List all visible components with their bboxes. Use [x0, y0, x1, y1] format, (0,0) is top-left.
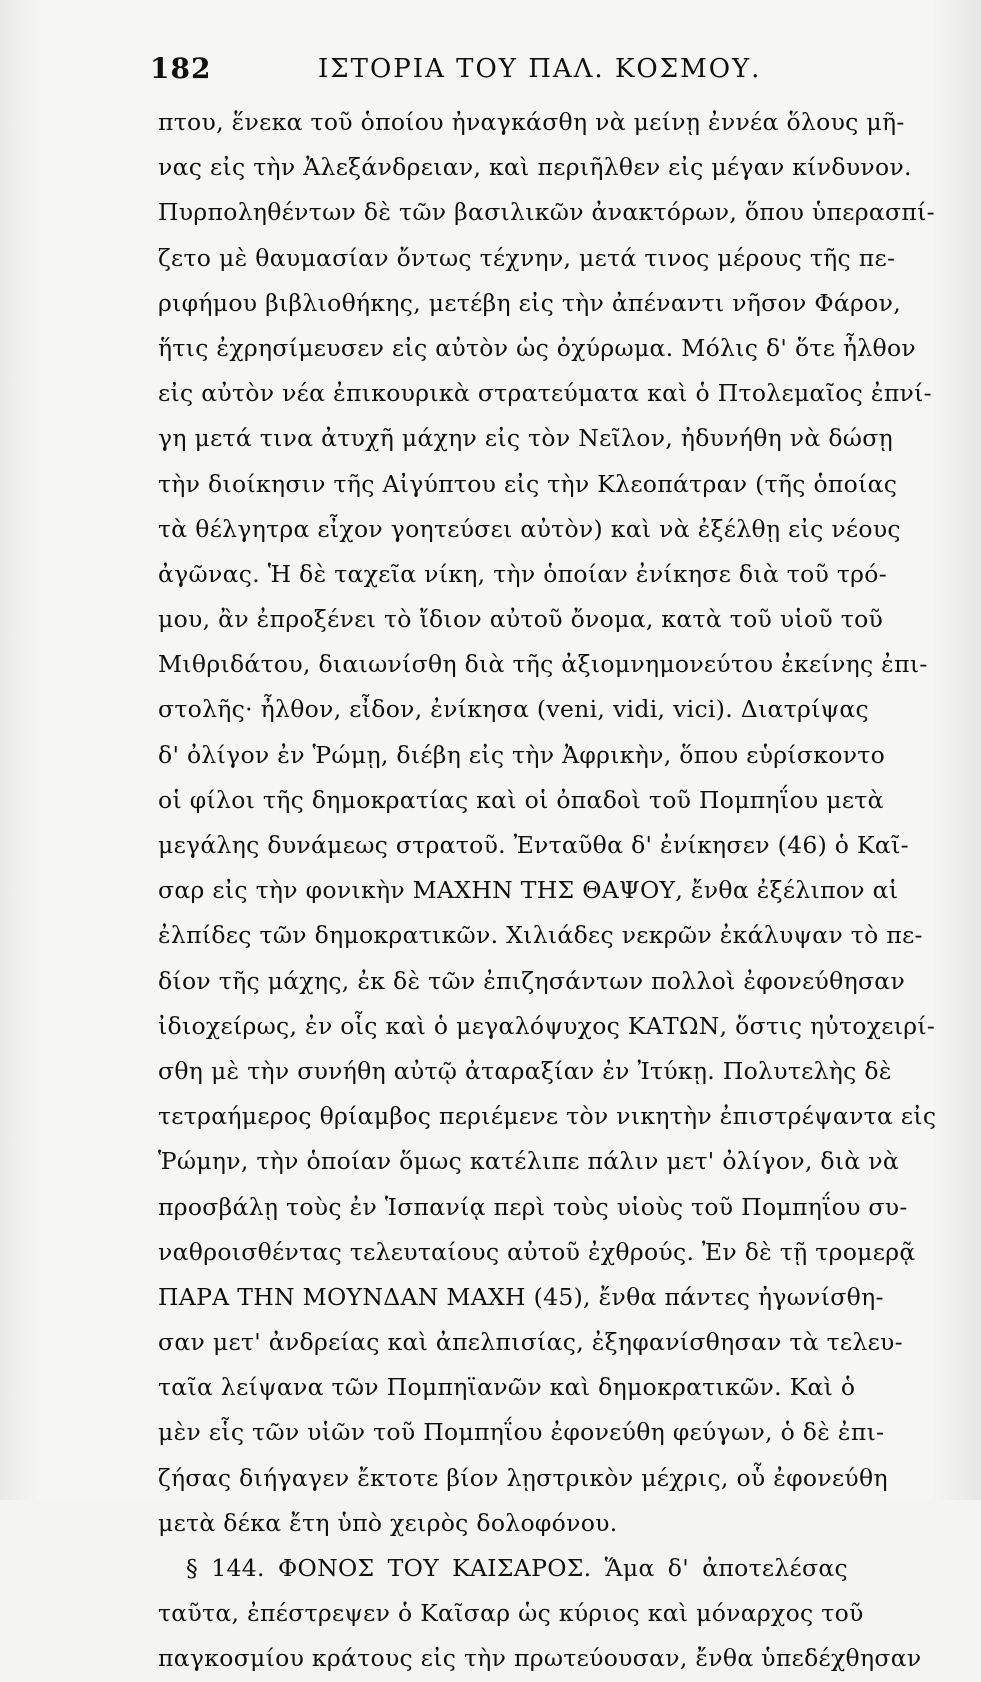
text-line: Μιθριδάτου, διαιωνίσθη διὰ τῆς ἀξιομνημονεύτου ἐκείνης ἐπι-	[158, 650, 928, 679]
text-line: ἰδιοχείρως, ἐν οἷς καὶ ὁ μεγαλόψυχος ΚΑΤΩΝ, ὅστις ηὐτοχειρί-	[158, 1011, 936, 1040]
text-line: σαν μετ' ἀνδρείας καὶ ἀπελπισίας, ἐξηφανίσθησαν τὰ τελευ-	[158, 1328, 903, 1357]
running-title: ΙΣΤΟΡΙΑ ΤΟΥ ΠΑΛ. ΚΟΣΜΟΥ.	[318, 54, 762, 84]
text-line: οἱ φίλοι τῆς δημοκρατίας καὶ οἱ ὀπαδοὶ τοῦ Πομπηΐου μετὰ	[158, 785, 884, 814]
text-line: Ῥώμην, τὴν ὁποίαν ὅμως κατέλιπε πάλιν μετ' ὀλίγον, διὰ νὰ	[158, 1147, 900, 1176]
page-number: 182	[150, 52, 212, 85]
text-line: μετὰ δέκα ἔτη ὑπὸ χειρὸς δολοφόνου.	[158, 1508, 618, 1537]
section-heading-line: § 144. ΦΟΝΟΣ ΤΟΥ ΚΑΙΣΑΡΟΣ. Ἅμα δ' ἀποτελέσας	[186, 1554, 848, 1582]
text-line: προσβάλῃ τοὺς ἐν Ἱσπανίᾳ περὶ τοὺς υἱοὺς τοῦ Πομπηΐου συ-	[158, 1192, 908, 1221]
text-line: ριφήμου βιβλιοθήκης, μετέβη εἰς τὴν ἀπέναντι νῆσον Φάρον,	[158, 288, 901, 317]
text-line: μεγάλης δυνάμεως στρατοῦ. Ἐνταῦθα δ' ἐνίκησεν (46) ὁ Καῖ-	[158, 831, 909, 859]
text-line: δ' ὀλίγον ἐν Ῥώμῃ, διέβη εἰς τὴν Ἀφρικὴν, ὅπου εὑρίσκοντο	[158, 740, 886, 769]
text-line: ἐλπίδες τῶν δημοκρατικῶν. Χιλιάδες νεκρῶν ἐκάλυψαν τὸ πε-	[158, 921, 923, 950]
text-line: τὴν διοίκησιν τῆς Αἰγύπτου εἰς τὴν Κλεοπάτραν (τῆς ὁποίας	[158, 469, 898, 498]
text-line: πτου, ἕνεκα τοῦ ὁποίου ἠναγκάσθη νὰ μείνῃ ἐννέα ὅλους μῆ-	[158, 108, 905, 136]
text-line: εἰς αὐτὸν νέα ἐπικουρικὰ στρατεύματα καὶ ὁ Πτολεμαῖος ἐπνί-	[158, 379, 932, 408]
text-line: ἀγῶνας. Ἡ δὲ ταχεῖα νίκη, τὴν ὁποίαν ἐνίκησε διὰ τοῦ τρό-	[158, 559, 887, 588]
body-text	[158, 100, 937, 1682]
text-line: ζετο μὲ θαυμασίαν ὄντως τέχνην, μετά τινος μέρους τῆς πε-	[158, 243, 896, 272]
text-line: ταῖα λείψανα τῶν Πομπηϊανῶν καὶ δημοκρατικῶν. Καὶ ὁ	[158, 1373, 856, 1402]
text-line: τετραήμερος θρίαμβος περιέμενε τὸν νικητὴν ἐπιστρέψαντα εἰς	[158, 1102, 937, 1131]
text-line: ζήσας διήγαγεν ἔκτοτε βίον λῃστρικὸν μέχρις, οὗ ἐφονεύθη	[158, 1463, 888, 1492]
text-line: δίον τῆς μάχης, ἐκ δὲ τῶν ἐπιζησάντων πολλοὶ ἐφονεύθησαν	[158, 966, 906, 995]
text-line: ἥτις ἐχρησίμευσεν εἰς αὐτὸν ὡς ὀχύρωμα. Μόλις δ' ὅτε ἦλθον	[158, 333, 917, 362]
text-line: νας εἰς τὴν Ἀλεξάνδρειαν, καὶ περιῆλθεν εἰς μέγαν κίνδυνον.	[158, 153, 912, 182]
page-header	[150, 52, 850, 92]
text-line: μὲν εἷς τῶν υἱῶν τοῦ Πομπηΐου ἐφονεύθη φεύγων, ὁ δὲ ἐπι-	[158, 1418, 885, 1447]
text-line: μου, ἂν ἐπροξένει τὸ ἴδιον αὐτοῦ ὄνομα, κατὰ τοῦ υἱοῦ τοῦ	[158, 605, 884, 634]
text-line: σθη μὲ τὴν συνήθη αὐτῷ ἀταραξίαν ἐν Ἰτύκῃ. Πολυτελὴς δὲ	[158, 1056, 892, 1085]
text-line: γη μετά τινα ἀτυχῆ μάχην εἰς τὸν Νεῖλον, ἠδυνήθη νὰ δώσῃ	[158, 424, 893, 453]
text-line: Πυρποληθέντων δὲ τῶν βασιλικῶν ἀνακτόρων, ὅπου ὑπερασπί-	[158, 198, 935, 227]
text-line: στολῆς· ἦλθον, εἶδον, ἐνίκησα (veni, vidi, vici). Διατρίψας	[158, 695, 869, 724]
text-line: σαρ εἰς τὴν φονικὴν ΜΑΧΗΝ ΤΗΣ ΘΑΨΟΥ, ἔνθα ἐξέλιπον αἱ	[158, 876, 899, 905]
text-line: τὰ θέλγητρα εἶχον γοητεύσει αὐτὸν) καὶ νὰ ἐξέλθῃ εἰς νέους	[158, 514, 901, 543]
text-line: παγκοσμίου κράτους εἰς τὴν πρωτεύουσαν, ἔνθα ὑπεδέχθησαν	[158, 1644, 922, 1673]
text-line: ΠΑΡΑ ΤΗΝ ΜΟΥΝΔΑΝ ΜΑΧΗ (45), ἔνθα πάντες ἠγωνίσθη-	[158, 1282, 884, 1311]
text-line: ταῦτα, ἐπέστρεψεν ὁ Καῖσαρ ὡς κύριος καὶ μόναρχος τοῦ	[158, 1599, 864, 1628]
text-line: ναθροισθέντας τελευταίους αὐτοῦ ἐχθρούς. Ἐν δὲ τῇ τρομερᾷ	[158, 1237, 916, 1266]
